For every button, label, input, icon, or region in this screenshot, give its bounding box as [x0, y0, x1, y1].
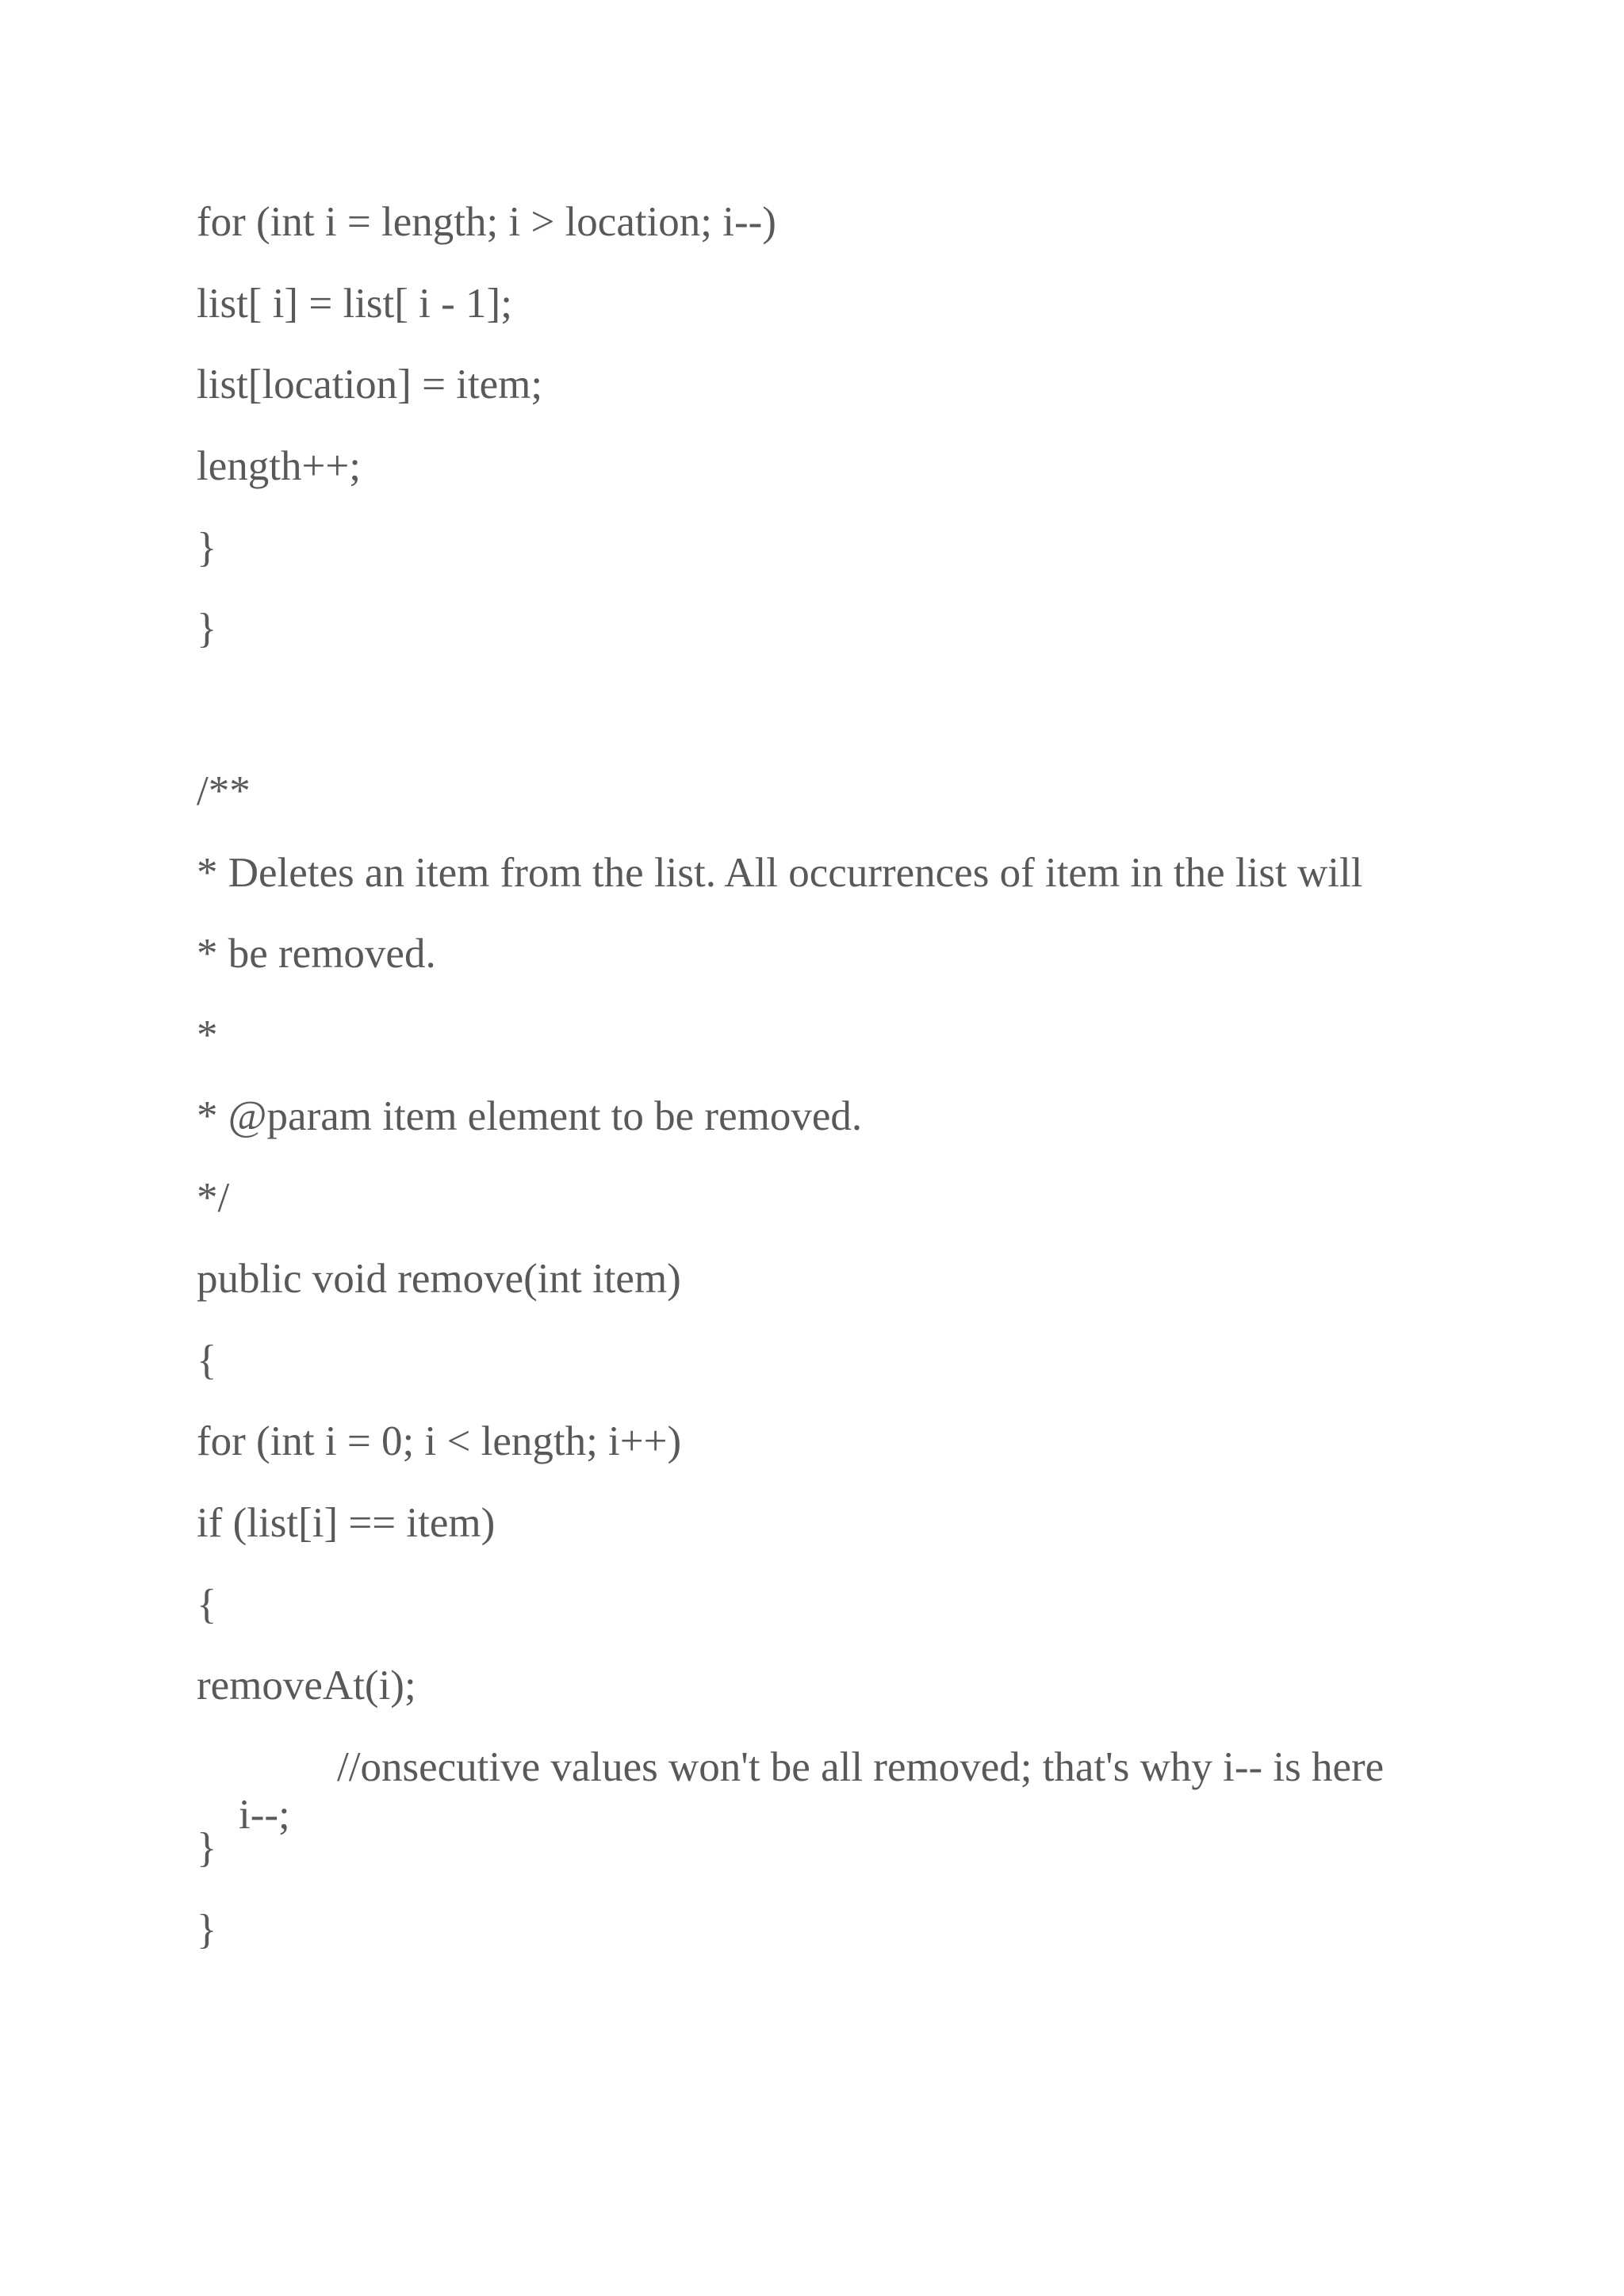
- doc-comment-start: /**: [197, 768, 251, 814]
- opening-brace: {: [197, 1337, 217, 1383]
- method-signature: public void remove(int item): [197, 1256, 681, 1302]
- doc-comment-end: */: [197, 1175, 230, 1221]
- doc-comment-line: * Deletes an item from the list. All occurrences of item in the list will: [197, 850, 1363, 896]
- code-line: length++;: [197, 443, 361, 489]
- doc-comment-line: * be removed.: [197, 931, 436, 977]
- code-line: for (int i = length; i > location; i--): [197, 199, 776, 245]
- inline-comment: //onsecutive values won't be all removed; that's why i-- is here: [337, 1744, 1385, 1790]
- closing-brace: }: [197, 525, 217, 571]
- doc-comment-line: *: [197, 1012, 218, 1058]
- code-line: if (list[i] == item): [197, 1500, 496, 1546]
- closing-brace: }: [197, 1825, 217, 1871]
- closing-brace: }: [197, 606, 217, 652]
- closing-brace: }: [197, 1907, 217, 1953]
- code-line: list[ i] = list[ i - 1];: [197, 281, 512, 327]
- code-line: list[location] = item;: [197, 362, 543, 408]
- doc-comment-param: * @param item element to be removed.: [197, 1093, 863, 1139]
- code-line: for (int i = 0; i < length; i++): [197, 1418, 682, 1464]
- code-text: i--;: [239, 1792, 290, 1838]
- code-line: removeAt(i);: [197, 1663, 416, 1709]
- opening-brace: {: [197, 1582, 217, 1628]
